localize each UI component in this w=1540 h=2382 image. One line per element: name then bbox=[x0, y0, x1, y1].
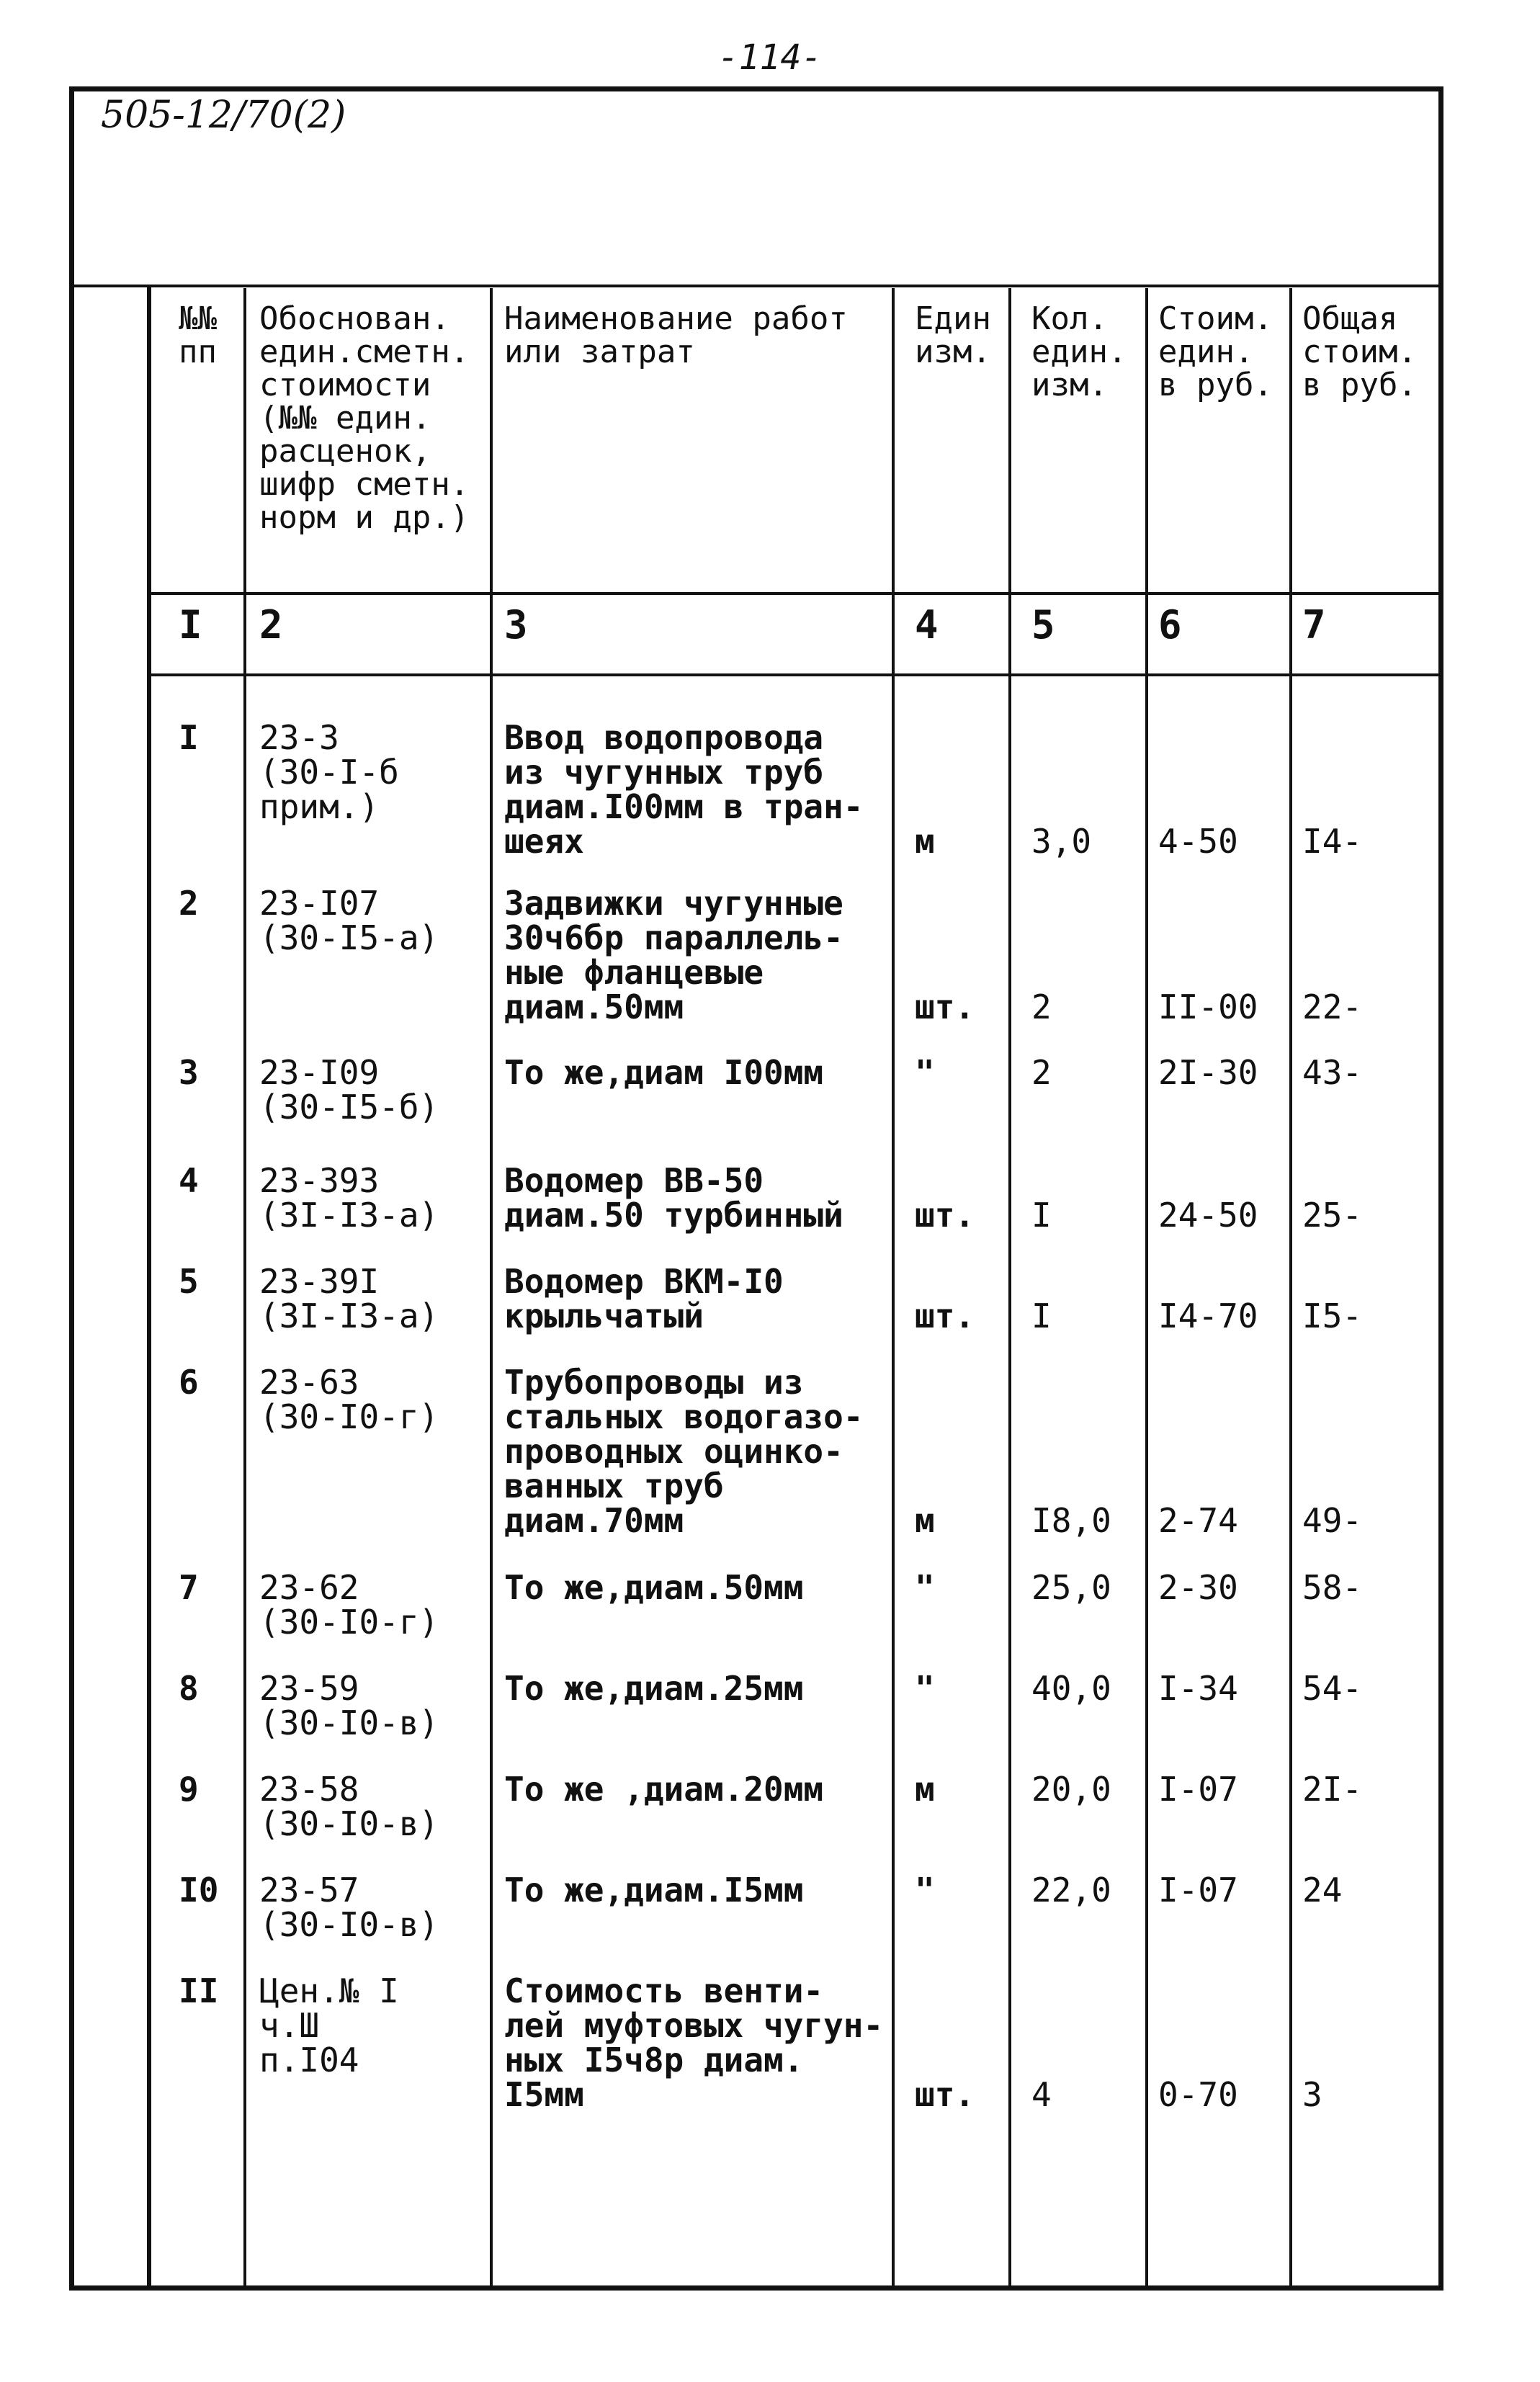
row-11-total: 3 bbox=[1302, 2075, 1322, 2114]
column-rule-5 bbox=[1145, 288, 1148, 2291]
column-number-1: I bbox=[179, 602, 202, 648]
header-col-1: №№ пп bbox=[179, 300, 217, 370]
row-4-number: 4 bbox=[179, 1161, 199, 1200]
row-8-qty: 40,0 bbox=[1031, 1669, 1111, 1708]
row-3-qty: 2 bbox=[1031, 1053, 1052, 1092]
row-5-price: I4-70 bbox=[1158, 1297, 1258, 1335]
row-5-code: 23-39I (3I-I3-а) bbox=[259, 1262, 439, 1335]
row-5-qty: I bbox=[1031, 1297, 1052, 1335]
row-2-qty: 2 bbox=[1031, 988, 1052, 1026]
row-11-price: 0-70 bbox=[1158, 2075, 1238, 2114]
row-3-code: 23-I09 (30-I5-б) bbox=[259, 1053, 439, 1127]
row-11-code: Цен.№ I ч.Ш п.I04 bbox=[259, 1971, 399, 2079]
header-bottom-rule bbox=[148, 592, 1443, 595]
row-3-price: 2I-30 bbox=[1158, 1053, 1258, 1092]
row-3-total: 43- bbox=[1302, 1053, 1363, 1092]
header-col-2: Обоснован. един.сметн. стоимости (№№ един. расценок, шифр сметн. норм и др.) bbox=[259, 300, 470, 536]
row-11-unit: шт. bbox=[915, 2075, 975, 2114]
row-6-name: Трубопроводы из стальных водогазо- проводных оцинко- ванных труб диам.70мм bbox=[504, 1363, 864, 1540]
row-3-number: 3 bbox=[179, 1053, 199, 1092]
header-col-6: Стоим. един. в руб. bbox=[1158, 300, 1273, 403]
row-9-name: То же ,диам.20мм bbox=[504, 1770, 824, 1809]
row-7-qty: 25,0 bbox=[1031, 1568, 1111, 1607]
column-number-3: 3 bbox=[504, 602, 528, 648]
row-3-unit: " bbox=[915, 1053, 935, 1092]
row-1-price: 4-50 bbox=[1158, 822, 1238, 861]
row-4-unit: шт. bbox=[915, 1196, 975, 1235]
page-number: -114- bbox=[717, 37, 823, 78]
header-col-3: Наименование работ или затрат bbox=[504, 300, 848, 370]
row-5-number: 5 bbox=[179, 1262, 199, 1301]
column-rule-1 bbox=[243, 288, 246, 2291]
row-7-price: 2-30 bbox=[1158, 1568, 1238, 1607]
row-7-unit: " bbox=[915, 1568, 935, 1607]
column-rule-6 bbox=[1289, 288, 1292, 2291]
row-2-price: II-00 bbox=[1158, 988, 1258, 1026]
row-8-code: 23-59 (30-I0-в) bbox=[259, 1669, 439, 1742]
header-col-5: Кол. един. изм. bbox=[1031, 300, 1127, 403]
row-7-name: То же,диам.50мм bbox=[504, 1568, 804, 1607]
row-5-name: Водомер ВКМ-I0 крыльчатый bbox=[504, 1262, 784, 1335]
row-4-name: Водомер ВВ-50 диам.50 турбинный bbox=[504, 1161, 843, 1235]
row-7-number: 7 bbox=[179, 1568, 199, 1607]
left-margin-line bbox=[147, 285, 151, 2291]
row-9-price: I-07 bbox=[1158, 1770, 1238, 1809]
row-8-number: 8 bbox=[179, 1669, 199, 1708]
row-1-unit: м bbox=[915, 822, 935, 861]
row-3-name: То же,диам I00мм bbox=[504, 1053, 824, 1092]
column-number-5: 5 bbox=[1031, 602, 1055, 648]
header-separator bbox=[69, 285, 1443, 287]
row-4-price: 24-50 bbox=[1158, 1196, 1258, 1235]
row-2-name: Задвижки чугунные 30ч6бр параллель- ные фланцевые диам.50мм bbox=[504, 884, 843, 1026]
row-7-total: 58- bbox=[1302, 1568, 1363, 1607]
row-10-price: I-07 bbox=[1158, 1871, 1238, 1909]
row-4-total: 25- bbox=[1302, 1196, 1363, 1235]
row-9-number: 9 bbox=[179, 1770, 199, 1809]
row-10-total: 24 bbox=[1302, 1871, 1343, 1909]
row-10-qty: 22,0 bbox=[1031, 1871, 1111, 1909]
row-11-name: Стоимость венти- лей муфтовых чугун- ных I5ч8р диам. I5мм bbox=[504, 1971, 884, 2114]
row-8-name: То же,диам.25мм bbox=[504, 1669, 804, 1708]
row-1-qty: 3,0 bbox=[1031, 822, 1092, 861]
row-2-total: 22- bbox=[1302, 988, 1363, 1026]
row-4-qty: I bbox=[1031, 1196, 1052, 1235]
row-10-number: I0 bbox=[179, 1871, 219, 1909]
row-6-price: 2-74 bbox=[1158, 1501, 1238, 1540]
row-8-price: I-34 bbox=[1158, 1669, 1238, 1708]
column-number-6: 6 bbox=[1158, 602, 1182, 648]
row-2-unit: шт. bbox=[915, 988, 975, 1026]
row-11-qty: 4 bbox=[1031, 2075, 1052, 2114]
row-9-code: 23-58 (30-I0-в) bbox=[259, 1770, 439, 1843]
row-1-number: I bbox=[179, 718, 199, 757]
column-rule-3 bbox=[892, 288, 895, 2291]
row-9-total: 2I- bbox=[1302, 1770, 1363, 1809]
header-col-4: Един изм. bbox=[915, 300, 991, 370]
row-1-code: 23-3 (30-I-б прим.) bbox=[259, 718, 399, 826]
row-10-unit: " bbox=[915, 1871, 935, 1909]
column-number-7: 7 bbox=[1302, 602, 1326, 648]
row-6-number: 6 bbox=[179, 1363, 199, 1402]
row-6-total: 49- bbox=[1302, 1501, 1363, 1540]
header-col-7: Общая стоим. в руб. bbox=[1302, 300, 1417, 403]
row-2-code: 23-I07 (30-I5-а) bbox=[259, 884, 439, 957]
row-9-qty: 20,0 bbox=[1031, 1770, 1111, 1809]
row-8-total: 54- bbox=[1302, 1669, 1363, 1708]
row-7-code: 23-62 (30-I0-г) bbox=[259, 1568, 439, 1642]
row-11-number: II bbox=[179, 1971, 219, 2010]
column-number-4: 4 bbox=[915, 602, 939, 648]
row-4-code: 23-393 (3I-I3-а) bbox=[259, 1161, 439, 1235]
row-9-unit: м bbox=[915, 1770, 935, 1809]
row-5-total: I5- bbox=[1302, 1297, 1363, 1335]
row-6-qty: I8,0 bbox=[1031, 1501, 1111, 1540]
row-6-unit: м bbox=[915, 1501, 935, 1540]
row-10-code: 23-57 (30-I0-в) bbox=[259, 1871, 439, 1944]
row-1-total: I4- bbox=[1302, 822, 1363, 861]
document-code: 505-12/70(2) bbox=[101, 94, 346, 137]
row-8-unit: " bbox=[915, 1669, 935, 1708]
column-number-rule bbox=[148, 673, 1443, 676]
column-rule-2 bbox=[490, 288, 493, 2291]
column-number-2: 2 bbox=[259, 602, 283, 648]
row-1-name: Ввод водопровода из чугунных труб диам.I00мм в тран- шеях bbox=[504, 718, 864, 861]
row-6-code: 23-63 (30-I0-г) bbox=[259, 1363, 439, 1436]
column-rule-4 bbox=[1008, 288, 1011, 2291]
row-10-name: То же,диам.I5мм bbox=[504, 1871, 804, 1909]
row-2-number: 2 bbox=[179, 884, 199, 923]
row-5-unit: шт. bbox=[915, 1297, 975, 1335]
